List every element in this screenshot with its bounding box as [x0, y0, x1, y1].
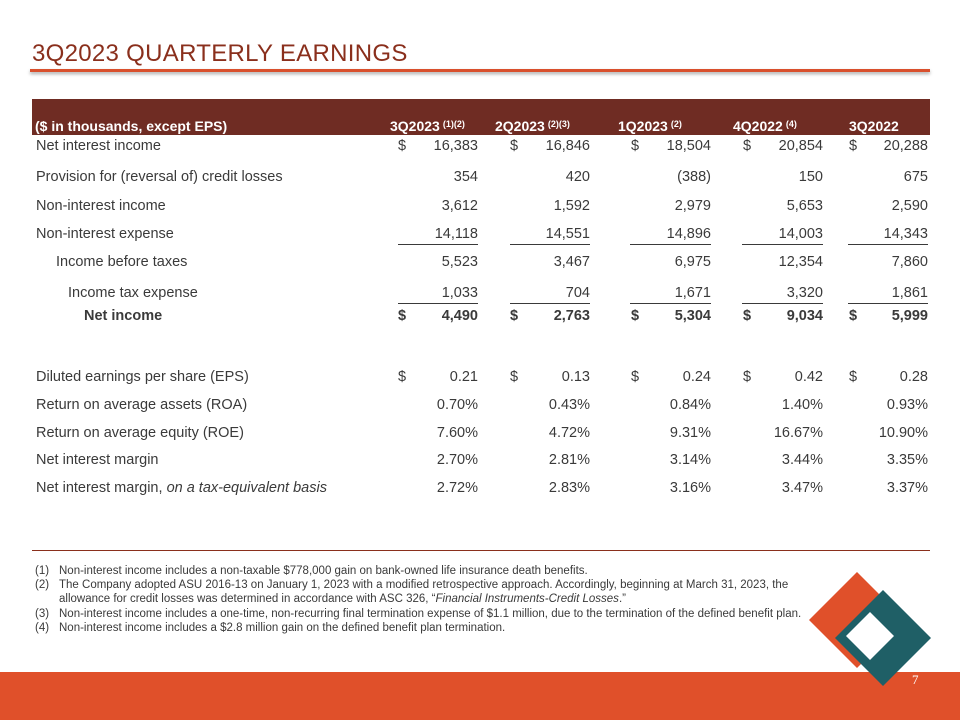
row-label	[36, 169, 283, 185]
table-cell: (388)	[677, 169, 711, 185]
cell-underline	[630, 244, 711, 245]
cell-underline	[398, 244, 478, 245]
row-label	[56, 254, 187, 270]
table-cell: 0.70%	[436, 397, 478, 413]
column-header-label: 1Q2023	[618, 118, 668, 134]
table-row	[0, 169, 960, 189]
table-cell: 4.72%	[548, 425, 590, 441]
footnote-italic-text: Financial Instruments-Credit Losses	[435, 593, 619, 606]
table-row	[0, 308, 960, 328]
cell-underline	[510, 303, 590, 304]
footnote-number: (2)	[35, 579, 50, 592]
table-cell: 354	[453, 169, 478, 185]
table-cell: 20,854	[778, 138, 823, 154]
table-cell: 0.24	[682, 369, 711, 385]
column-header-footnote-ref: (4)	[785, 119, 797, 129]
table-cell: 2,763	[553, 308, 590, 324]
row-label-text: Net interest margin	[36, 452, 159, 468]
table-cell: 3,320	[786, 285, 823, 301]
diamond-logo-icon	[805, 568, 935, 690]
footnotes	[35, 564, 825, 635]
table-row	[0, 452, 960, 472]
currency-symbol: $	[398, 138, 407, 154]
table-cell: 1,861	[891, 285, 928, 301]
table-cell: 16,846	[545, 138, 590, 154]
currency-symbol: $	[631, 308, 640, 324]
footnote-text: Non-interest income includes a non-taxable $778,000 gain on bank-owned life insurance death benefits.	[59, 565, 588, 577]
row-label-text: Income tax expense	[68, 285, 198, 301]
table-cell: 0.93%	[886, 397, 928, 413]
cell-underline	[742, 244, 823, 245]
table-cell: 14,003	[778, 226, 823, 242]
table-row	[0, 425, 960, 445]
footnote	[35, 578, 825, 606]
table-cell: 14,343	[883, 226, 928, 242]
column-header-footnote-ref: (2)	[670, 119, 682, 129]
footnote	[35, 621, 825, 635]
column-header-footnote-ref: (2)(3)	[547, 119, 570, 129]
column-header	[618, 118, 682, 134]
row-label	[36, 369, 249, 385]
cell-underline	[848, 303, 928, 304]
column-header-label: 4Q2022	[733, 118, 783, 134]
row-label-text: Diluted earnings per share (EPS)	[36, 369, 249, 385]
table-cell: 20,288	[883, 138, 928, 154]
table-cell: 3.14%	[669, 452, 711, 468]
row-label	[68, 285, 198, 301]
table-cell: 12,354	[778, 254, 823, 270]
footnote	[35, 607, 825, 621]
footnote-text-end: .”	[618, 593, 626, 606]
footnote-text: Non-interest income includes a $2.8 million gain on the defined benefit plan termination.	[59, 621, 506, 634]
currency-symbol: $	[849, 308, 858, 324]
column-header-label: 3Q2022	[849, 118, 899, 134]
row-label-text: Net interest income	[36, 138, 161, 154]
currency-symbol: $	[510, 369, 519, 385]
table-cell: 2.81%	[548, 452, 590, 468]
footnote-number: (4)	[35, 621, 50, 634]
table-cell: 5,304	[674, 308, 711, 324]
table-cell: 0.21	[449, 369, 478, 385]
cell-underline	[630, 303, 711, 304]
currency-symbol: $	[398, 369, 407, 385]
table-cell: 10.90%	[878, 425, 928, 441]
table-row	[0, 138, 960, 158]
cell-underline	[742, 303, 823, 304]
table-cell: 0.42	[794, 369, 823, 385]
table-cell: 1,671	[674, 285, 711, 301]
table-cell: 675	[903, 169, 928, 185]
table-cell: 1,033	[441, 285, 478, 301]
cell-underline	[510, 244, 590, 245]
table-cell: 0.13	[561, 369, 590, 385]
table-cell: 2.70%	[436, 452, 478, 468]
table-cell: 0.28	[899, 369, 928, 385]
column-header	[849, 118, 899, 134]
table-cell: 3.47%	[781, 480, 823, 496]
currency-symbol: $	[849, 138, 858, 154]
row-label-text: Net interest margin,	[36, 480, 167, 496]
row-label	[36, 397, 247, 413]
row-label-text: Non-interest expense	[36, 226, 174, 242]
footnote-number: (3)	[35, 607, 50, 620]
table-cell: 3,612	[441, 198, 478, 214]
currency-symbol: $	[743, 138, 752, 154]
table-row	[0, 397, 960, 417]
table-cell: 3.37%	[886, 480, 928, 496]
row-label	[36, 452, 159, 468]
table-row	[0, 198, 960, 218]
table-header-label: ($ in thousands, except EPS)	[35, 118, 228, 134]
table-cell: 16,383	[433, 138, 478, 154]
table-cell: 9.31%	[669, 425, 711, 441]
table-cell: 0.84%	[669, 397, 711, 413]
table-cell: 18,504	[666, 138, 711, 154]
currency-symbol: $	[631, 138, 640, 154]
currency-symbol: $	[743, 369, 752, 385]
table-cell: 7.60%	[436, 425, 478, 441]
footnote-number: (1)	[35, 565, 50, 577]
table-cell: 3.35%	[886, 452, 928, 468]
table-cell: 16.67%	[773, 425, 823, 441]
table-row	[0, 480, 960, 500]
column-header	[390, 118, 465, 134]
table-cell: 5,999	[891, 308, 928, 324]
currency-symbol: $	[743, 308, 752, 324]
table-cell: 2.83%	[548, 480, 590, 496]
table-row	[0, 254, 960, 274]
row-label-text: Return on average assets (ROA)	[36, 397, 248, 413]
footnote	[35, 564, 825, 578]
table-cell: 420	[565, 169, 590, 185]
table-cell: 3,467	[553, 254, 590, 270]
table-cell: 14,896	[666, 226, 711, 242]
page-number: 7	[912, 672, 919, 687]
row-label-text: Income before taxes	[56, 254, 188, 270]
table-cell: 3.44%	[781, 452, 823, 468]
table-row	[0, 226, 960, 246]
row-label	[84, 308, 162, 324]
table-cell: 7,860	[891, 254, 928, 270]
footnote-text: The Company adopted ASU 2016-13 on January 1, 2023 with a modified retrospective approach. Accordingly, beginning at March 31, 2023, the allowance for credit losses was determined in accordance with ASC 326, “	[59, 579, 789, 606]
cell-underline	[848, 244, 928, 245]
footnote-divider	[32, 550, 930, 551]
currency-symbol: $	[398, 308, 407, 324]
table-cell: 2.72%	[436, 480, 478, 496]
row-label	[36, 226, 174, 242]
table-cell: 0.43%	[548, 397, 590, 413]
table-cell: 5,653	[786, 198, 823, 214]
row-label-text: Provision for (reversal of) credit losses	[36, 169, 283, 185]
table-cell: 3.16%	[669, 480, 711, 496]
column-header-label: 3Q2023	[390, 118, 440, 134]
row-label	[36, 138, 161, 154]
table-cell: 14,551	[545, 226, 590, 242]
column-header	[495, 118, 570, 134]
table-cell: 704	[565, 285, 590, 301]
table-row	[0, 369, 960, 389]
column-header	[733, 118, 797, 134]
cell-underline	[398, 303, 478, 304]
row-label-text: Non-interest income	[36, 198, 166, 214]
column-header-label: 2Q2023	[495, 118, 545, 134]
table-cell: 2,590	[891, 198, 928, 214]
table-cell: 4,490	[441, 308, 478, 324]
page-title: 3Q2023 QUARTERLY EARNINGS	[32, 40, 408, 67]
table-cell: 1,592	[553, 198, 590, 214]
table-cell: 9,034	[786, 308, 823, 324]
table-cell: 5,523	[441, 254, 478, 270]
row-label	[36, 425, 244, 441]
footnote-text: Non-interest income includes a one-time, non-recurring final termination expense of $1.1 million, due to the termination of the defined benefit plan.	[59, 607, 802, 620]
column-header-footnote-ref: (1)(2)	[442, 119, 465, 129]
currency-symbol: $	[849, 369, 858, 385]
table-cell: 150	[798, 169, 823, 185]
table-cell: 2,979	[674, 198, 711, 214]
row-label	[36, 198, 166, 214]
row-label	[36, 480, 327, 496]
currency-symbol: $	[510, 138, 519, 154]
table-cell: 6,975	[674, 254, 711, 270]
row-label-text: Return on average equity (ROE)	[36, 425, 244, 441]
title-divider	[30, 69, 930, 72]
table-cell: 1.40%	[781, 397, 823, 413]
currency-symbol: $	[631, 369, 640, 385]
row-label-text: Net income	[84, 308, 163, 324]
row-label-qualifier: on a tax-equivalent basis	[166, 480, 327, 496]
table-cell: 14,118	[434, 226, 478, 242]
table-row	[0, 285, 960, 305]
currency-symbol: $	[510, 308, 519, 324]
